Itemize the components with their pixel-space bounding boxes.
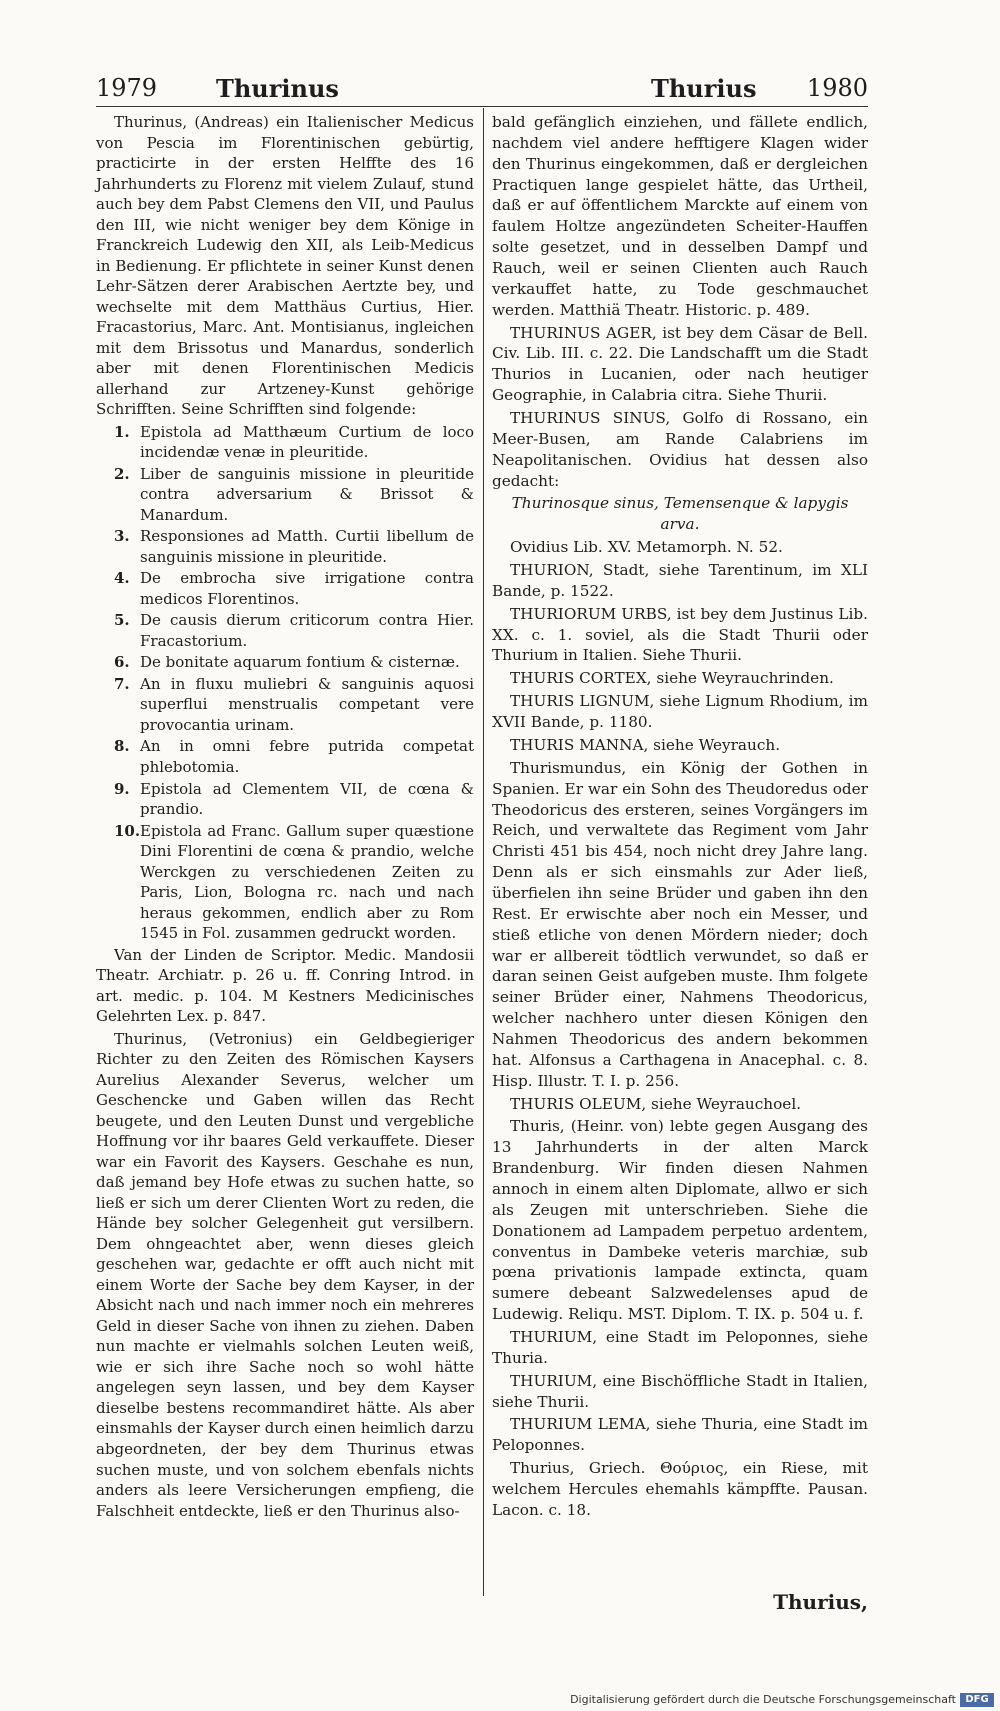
entry-thurinus-vetronius: Thurinus, (Vetronius) ein Geldbegieriger Richter zu den Zeiten des Römischen Kaysers Aurelius Alexander Severus, welcher um Geschencke und Gaben willen das Recht beugete, und den Leuten Dunst und vergebliche Hoffnung vor ihr baares Geld verkauffete. Dieser war ein Favorit des Kaysers. Geschahe es nun, daß jemand bey Hofe etwas zu suchen hatte, so ließ er sich um derer Clienten Wort zu reden, die Hände bey solcher Gelegenheit gut versilbern. Dem ohngeachtet aber, wenn dieses gleich geschehen war, gedachte er offt auch nicht mit einem Worte der Sache bey dem Kayser, in der Absicht nach und nach immer noch ein mehreres Geld in dieser Sache von ihnen zu ziehen. Daben nun machte er vielmahls solchen Leuten weiß, wie er sich ihre Sache noch so wohl hätte angelegen seyn lassen, und bey dem Kayser dieselbe bestens recommandiret hätte. Als aber einsmahls der Kayser durch einen heimlich darzu abgeordneten, der bey dem Thurinus etwas suchen muste, und von solchem ebenfals nichts anders als leere Versicherungen empfieng, die Falschheit entdeckte, ließ er den Thurinus also- bbox=[96, 1029, 474, 1520]
column-divider bbox=[483, 108, 484, 1596]
left-column bbox=[96, 112, 474, 1523]
running-header bbox=[96, 74, 868, 108]
list-item: 10. Epistola ad Franc. Gallum super quæstione Dini Florentini de cœna & prandio, welche Werckgen zu verschiedenen Zeiten zu Paris, Lion, Bologna rc. nach und nach heraus gekommen, endlich aber zu Rom 1545 in Fol. zusammen gedruckt worden. bbox=[114, 821, 474, 943]
list-item: 6. De bonitate aquarum fontium & cisternæ. bbox=[114, 653, 460, 672]
entry-thurium-italien: THURIUM, eine Bischöffliche Stadt in Italien, siehe Thurii. bbox=[492, 1371, 868, 1411]
ovid-quote: Thurinosque sinus, Temensenque & lapygis arva. bbox=[511, 494, 849, 534]
references-andreas: Van der Linden de Scriptor. Medic. Mandosii Theatr. Archiatr. p. 26 u. ff. Conring Introd. in art. medic. p. 104. M Kestners Medicinisches Gelehrten Lex. p. 847. bbox=[96, 945, 474, 1026]
digitization-footer bbox=[0, 1691, 1000, 1711]
list-item: 9. Epistola ad Clementem VII, de cœna & prandio. bbox=[114, 779, 474, 819]
entry-thurinus-ager: THURINUS AGER, ist bey dem Cäsar de Bell. Civ. Lib. III. c. 22. Die Landschafft um die Stadt Thurios in Lucanien, oder nach heutiger Geographie, in Calabria citra. Siehe Thurii. bbox=[492, 323, 868, 405]
list-item: 8. An in omni febre putrida competat phlebotomia. bbox=[114, 737, 474, 776]
entry-thuris-cortex: THURIS CORTEX, siehe Weyrauchrinden. bbox=[510, 669, 834, 688]
header-word-right: Thurius bbox=[651, 74, 757, 103]
entry-continuation: bald gefänglich einziehen, und fällete endlich, nachdem viel andere hefftigere Klagen wider den Thurinus eingekommen, daß er dergleichen Practiquen lange gespielet hätte, das Urtheil, daß er auf öffentlichem Marckte auf einem von faulem Holtze angezündeten Scheiter-Hauffen solte gesetzet, und in desselben Dampf und Rauch, weil er seinen Clienten auch Rauch verkauffet hatte, zu Tode geschmauchet werden. Matthiä Theatr. Historic. p. 489. bbox=[492, 113, 868, 319]
entry-thurinus-sinus: THURINUS SINUS, Golfo di Rossano, ein Meer-Busen, am Rande Calabriens im Neapolitanischen. Ovidius hat dessen also gedacht: bbox=[492, 409, 868, 490]
entry-thuris-oleum: THURIS OLEUM, siehe Weyrauchoel. bbox=[510, 1094, 802, 1113]
footer-credit: Digitalisierung gefördert durch die Deutsche Forschungsgemeinschaft bbox=[570, 1693, 956, 1706]
right-column bbox=[492, 112, 868, 1523]
entry-thurinus-andreas: Thurinus, (Andreas) ein Italienischer Medicus von Pescia im Florentinischen gebürtig, practicirte in der ersten Helffte des 16 Jahrhunderts zu Florenz mit vielem Zulauf, stund auch bey dem Pabst Clemens den VII, und Paulus den III, wie nicht weniger bey dem Könige in Franckreich Ludewig den XII, als Leib-Medicus in Bedienung. Er pflichtete in seiner Kunst denen Lehr-Sätzen derer Arabischen Aertzte bey, und wechselte mit dem Matthäus Curtius, Hier. Fracastorius, Marc. Ant. Montisianus, ingleichen mit dem Brissotus und Manardus, sonderlich aber mit denen Florentinischen Medicis allerhand zur Artzeney-Kunst gehörige Schrifften. Seine Schrifften sind folgende: bbox=[96, 113, 474, 419]
entry-thurius: Thurius, Griech. Θούριος, ein Riese, mit welchem Hercules ehemahls kämpffte. Pausan. Lacon. c. 18. bbox=[492, 1459, 868, 1519]
header-rule bbox=[96, 106, 868, 107]
list-item: 3. Responsiones ad Matth. Curtii libellum de sanguinis missione in pleuritide. bbox=[114, 527, 474, 566]
list-item: 1. Epistola ad Matthæum Curtium de loco incidendæ venæ in pleuritide. bbox=[114, 422, 474, 462]
entry-thurismundus: Thurismundus, ein König der Gothen in Spanien. Er war ein Sohn des Theudoredus oder Theodoricus des ersteren, seines Vorgängers im Reich, und verwaltete das Regiment vom Jahr Christi 451 bis 454, noch nicht drey Jahre lang. Denn als er sich einsmahls zur Ader ließ, überfielen ihn seine Brüder und gaben ihn den Rest. Er erwischte aber noch ein Messer, und stieß etliche von denen Mördern nieder; doch war er allbereit tödtlich verwundet, so daß er daran seinen Geist aufgeben muste. Ihm folgete seiner Brüder einer, Nahmens Theodoricus, welcher nachhero unter diesen Königen den Nahmen Theodoricus des andern bekommen hat. Alfonsus a Carthagena in Anacephal. c. 8. Hisp. Illustr. T. I. p. 256. bbox=[492, 758, 868, 1090]
catchword: Thurius, bbox=[773, 1590, 868, 1614]
dfg-logo-icon: DFG bbox=[960, 1693, 994, 1707]
list-item: 5. De causis dierum criticorum contra Hier. Fracastorium. bbox=[114, 611, 474, 650]
entry-thurium-lema: THURIUM LEMA, siehe Thuria, eine Stadt im Peloponnes. bbox=[492, 1415, 868, 1455]
entry-thuris-lignum: THURIS LIGNUM, siehe Lignum Rhodium, im XVII Bande, p. 1180. bbox=[492, 692, 868, 732]
header-word-left: Thurinus bbox=[216, 74, 339, 103]
list-item: 7. An in fluxu muliebri & sanguinis aquosi superflui menstrualis competant vere provocantia urinam. bbox=[114, 674, 474, 734]
entry-thuris-manna: THURIS MANNA, siehe Weyrauch. bbox=[510, 735, 781, 754]
list-item: 2. Liber de sanguinis missione in pleuritide contra adversarium & Brissot & Manardum. bbox=[114, 464, 474, 524]
list-item: 4. De embrocha sive irrigatione contra medicos Florentinos. bbox=[114, 569, 474, 608]
page-number-right: 1980 bbox=[806, 74, 868, 102]
entry-thurion: THURION, Stadt, siehe Tarentinum, im XLI Bande, p. 1522. bbox=[492, 561, 868, 600]
entry-thuriorum-urbs: THURIORUM URBS, ist bey dem Justinus Lib. XX. c. 1. soviel, als die Stadt Thurii oder Thurium in Italien. Siehe Thurii. bbox=[492, 604, 868, 665]
entry-thurium-peloponnes: THURIUM, eine Stadt im Peloponnes, siehe Thuria. bbox=[492, 1327, 868, 1367]
ovid-reference: Ovidius Lib. XV. Metamorph. N. 52. bbox=[510, 538, 783, 557]
works-list bbox=[96, 422, 474, 944]
page-number-left: 1979 bbox=[96, 74, 158, 102]
entry-thuris-heinr: Thuris, (Heinr. von) lebte gegen Ausgang des 13 Jahrhunderts in der alten Marck Brandenburg. Wir finden diesen Nahmen annoch in einem alten Diplomate, allwo er sich als Zeugen mit unterschrieben. Siehe die Donationem ad Lampadem perpetuo ardentem, conventus in Dambeke veteris marchiæ, sub pœna privationis lampade extincta, quam sumere debeant Salzwedelenses apud de Ludewig. Reliqu. MST. Diplom. T. IX. p. 504 u. f. bbox=[492, 1117, 868, 1324]
